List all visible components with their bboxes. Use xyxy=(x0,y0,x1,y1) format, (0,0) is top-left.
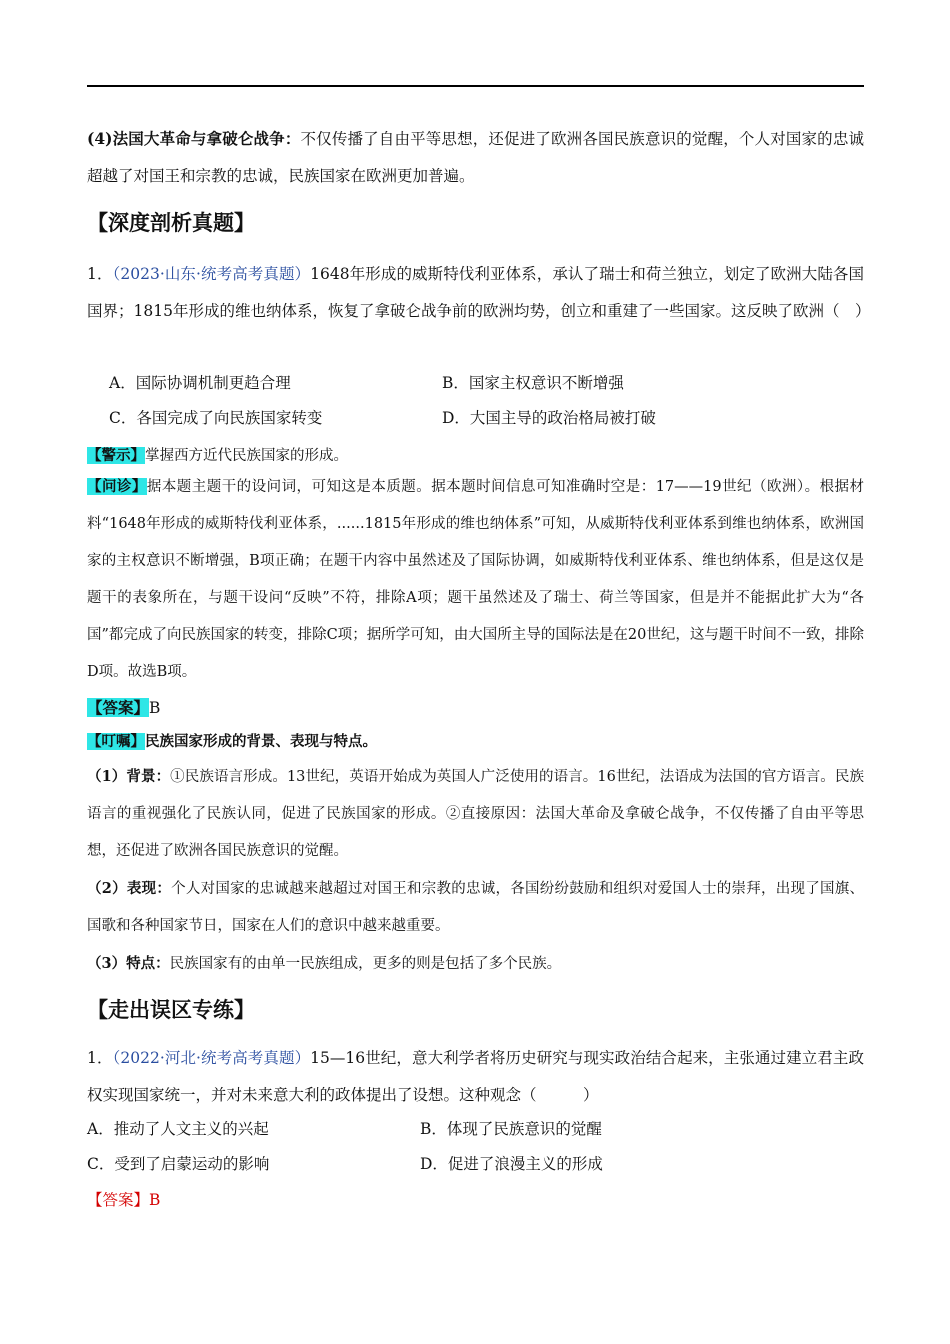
options-1 xyxy=(87,365,864,437)
question-text: 15—16世纪，意大利学者将历史研究与现实政治结合起来，主张通过建立君主政权实现国家统一，并对未来意大利的政体提出了设想。这种观念（ ） xyxy=(87,1049,864,1104)
diagnosis-text: 据本题主题干的设问词，可知这是本质题。据本题时间信息可知准确时空是：17——19世纪（欧洲）。根据材料“1648年形成的威斯特伐利亚体系，......1815年形成的维也纳体系”可知，从威斯特伐利亚体系到维也纳体系，欧洲国家的主权意识不断增强，B项正确；在题干内容中虽然述及了国际协调，如威斯特伐利亚体系、维也纳体系，但是这仅是题干的表象所在，与题干设问“反映”不符，排除A项；题干虽然述及了瑞士、荷兰等国家，但是并不能据此扩大为“各国”都完成了向民族国家的转变，排除C项；据所学可知，由大国所主导的国际法是在20世纪，这与题干时间不一致，排除D项。故选B项。 xyxy=(87,479,865,680)
answer-block-1 xyxy=(87,692,864,724)
option-c: C．受到了启蒙运动的影响 xyxy=(87,1155,270,1173)
answer-block-2 xyxy=(87,1182,864,1219)
warning-text: 掌握西方近代民族国家的形成。 xyxy=(145,448,348,464)
reminder-block xyxy=(87,726,864,983)
question-source: （2022·河北·统考高考真题） xyxy=(112,1049,311,1067)
option-d: D．促进了浪漫主义的形成 xyxy=(420,1155,603,1173)
question-1 xyxy=(87,256,871,330)
reminder-title: 民族国家形成的背景、表现与特点。 xyxy=(145,733,377,750)
answer-text: B xyxy=(149,1191,161,1209)
point-4-label: (4)法国大革命与拿破仑战争： xyxy=(87,129,301,148)
option-a: A．推动了人文主义的兴起 xyxy=(87,1120,269,1138)
diagnosis-block xyxy=(87,468,864,691)
point-4-paragraph xyxy=(87,120,864,195)
question-2 xyxy=(87,1040,864,1114)
answer-tag: 【答案】 xyxy=(87,698,150,717)
section-title-misconception-practice: 【走出误区专练】 xyxy=(87,998,255,1022)
section-title-deep-analysis: 【深度剖析真题】 xyxy=(87,211,255,235)
reminder-tag: 【叮嘱】 xyxy=(87,733,145,750)
reminder-2-label: （2）表现： xyxy=(87,880,172,897)
diagnosis-tag: 【问诊】 xyxy=(87,478,147,495)
option-a: A．国际协调机制更趋合理 xyxy=(109,374,291,392)
option-b: B．国家主权意识不断增强 xyxy=(442,374,624,392)
question-number: 1． xyxy=(87,265,113,283)
warning-tag: 【警示】 xyxy=(87,447,145,464)
options-2 xyxy=(87,1111,864,1183)
option-c: C．各国完成了向民族国家转变 xyxy=(109,409,323,427)
reminder-3-label: （3）特点： xyxy=(87,955,170,972)
option-d: D．大国主导的政治格局被打破 xyxy=(442,409,656,427)
question-number: 1． xyxy=(87,1049,113,1067)
point-4-text: 不仅传播了自由平等思想，还促进了欧洲各国民族意识的觉醒，个人对国家的忠诚超越了对国王和宗教的忠诚，民族国家在欧洲更加普遍。 xyxy=(87,130,864,185)
reminder-1-text: ①民族语言形成。13世纪，英语开始成为英国人广泛使用的语言。16世纪，法语成为法国的官方语言。民族语言的重视强化了民族认同，促进了民族国家的形成。②直接原因：法国大革命及拿破仑战争，不仅传播了自由平等思想，还促进了欧洲各国民族意识的觉醒。 xyxy=(87,769,864,859)
header-rule xyxy=(87,85,864,87)
question-source: （2023·山东·统考高考真题） xyxy=(112,265,311,283)
option-b: B．体现了民族意识的觉醒 xyxy=(420,1120,602,1138)
question-text: 1648年形成的威斯特伐利亚体系，承认了瑞士和荷兰独立，划定了欧洲大陆各国国界；1815年形成的维也纳体系，恢复了拿破仑战争前的欧洲均势，创立和重建了一些国家。这反映了欧洲（ ） xyxy=(87,265,871,320)
reminder-3-text: 民族国家有的由单一民族组成，更多的则是包括了多个民族。 xyxy=(169,956,562,972)
reminder-1-label: （1）背景： xyxy=(87,768,171,785)
answer-tag: 【答案】 xyxy=(87,1191,150,1209)
answer-text: B xyxy=(149,699,161,717)
reminder-2-text: 个人对国家的忠诚越来越超过对国王和宗教的忠诚，各国纷纷鼓励和组织对爱国人士的崇拜，出现了国旗、国歌和各种国家节日，国家在人们的意识中越来越重要。 xyxy=(87,881,864,934)
